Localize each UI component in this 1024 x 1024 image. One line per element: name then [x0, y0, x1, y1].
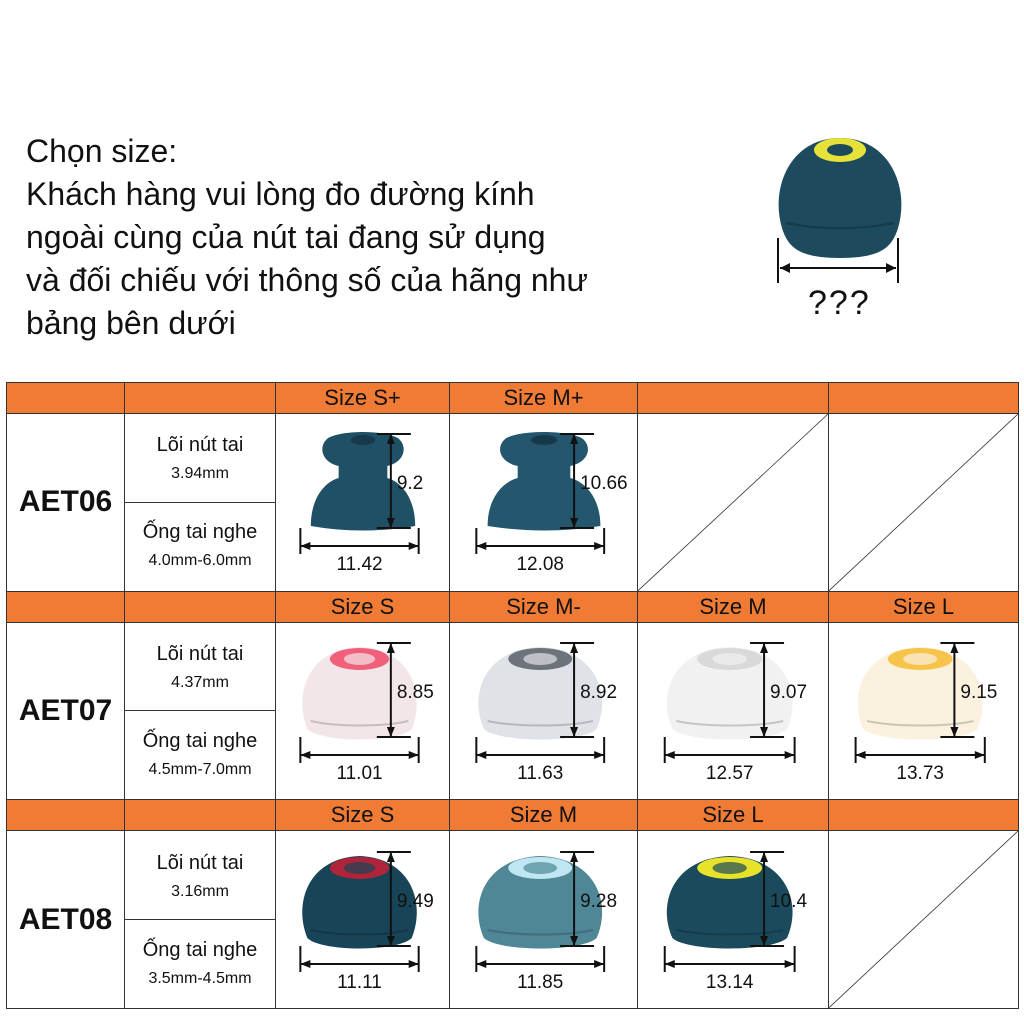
size-header: Size S — [276, 800, 450, 831]
core-label: Lõi nút tai — [156, 851, 244, 874]
size-header: Size M — [450, 800, 638, 831]
eartip-diagram — [276, 834, 450, 1006]
width-value: 13.14 — [705, 971, 754, 993]
size-header-row — [7, 383, 1019, 414]
size-header-row — [7, 800, 1019, 831]
eartip-cell — [638, 831, 829, 1009]
intro-line: ngoài cùng của nút tai đang sử dụng — [26, 219, 546, 255]
core-label: Lõi nút tai — [156, 642, 244, 665]
size-header: Size S — [276, 591, 450, 622]
eartip-diagram — [450, 834, 638, 1006]
eartip-diagram — [276, 625, 450, 797]
diagonal-line — [829, 414, 1018, 591]
size-header — [638, 383, 829, 414]
eartip-diagram — [638, 625, 829, 797]
canal-value: 4.5mm-7.0mm — [148, 760, 252, 778]
size-header — [829, 800, 1019, 831]
spec-cell — [125, 414, 276, 592]
header-blank — [7, 591, 125, 622]
hero-size-question: ??? — [808, 284, 871, 322]
diagonal-line — [829, 831, 1018, 1008]
height-value: 10.66 — [580, 473, 628, 495]
size-header: Size L — [829, 591, 1019, 622]
width-value: 12.08 — [516, 554, 565, 576]
model-row — [7, 622, 1019, 800]
model-name: AET06 — [7, 414, 125, 592]
header-blank — [125, 591, 276, 622]
model-name: AET07 — [7, 622, 125, 800]
intro-line: bảng bên dưới — [26, 305, 236, 341]
eartip-cell — [450, 414, 638, 592]
eartip-diagram — [276, 416, 450, 588]
width-value: 11.85 — [517, 971, 564, 993]
height-value: 9.15 — [960, 681, 998, 703]
eartip-cell — [276, 622, 450, 800]
diagonal-line — [638, 414, 828, 591]
height-value: 9.07 — [770, 681, 808, 703]
eartip-cell — [450, 831, 638, 1009]
width-value: 11.11 — [337, 971, 382, 993]
intro-line: và đối chiếu với thông số của hãng như — [26, 262, 588, 298]
height-value: 10.4 — [770, 890, 808, 912]
core-value: 3.16mm — [171, 882, 229, 900]
model-name: AET08 — [7, 831, 125, 1009]
spec-cell — [125, 831, 276, 1009]
eartip-diagram — [450, 416, 638, 588]
height-value: 8.92 — [580, 681, 618, 703]
size-table — [6, 382, 1019, 1009]
size-header: Size L — [638, 800, 829, 831]
size-header: Size S+ — [276, 383, 450, 414]
canal-value: 3.5mm-4.5mm — [148, 969, 252, 987]
header-blank — [7, 800, 125, 831]
size-header: Size M+ — [450, 383, 638, 414]
header-blank — [125, 800, 276, 831]
size-header — [829, 383, 1019, 414]
empty-cell — [829, 414, 1019, 592]
canal-label: Ống tai nghe — [142, 521, 258, 544]
header-blank — [125, 383, 276, 414]
canal-label: Ống tai nghe — [142, 938, 258, 961]
height-value: 9.49 — [396, 890, 434, 912]
size-header: Size M- — [450, 591, 638, 622]
eartip-cell — [276, 414, 450, 592]
width-value: 11.01 — [336, 762, 383, 784]
spec-cell — [125, 622, 276, 800]
size-header-row — [7, 591, 1019, 622]
empty-cell — [638, 414, 829, 592]
width-value: 11.42 — [336, 554, 383, 576]
intro-text — [26, 130, 726, 345]
intro-line: Khách hàng vui lòng đo đường kính — [26, 176, 535, 212]
core-value: 4.37mm — [171, 673, 229, 691]
eartip-cell — [638, 622, 829, 800]
height-value: 8.85 — [396, 681, 434, 703]
size-header: Size M — [638, 591, 829, 622]
eartip-diagram — [450, 625, 638, 797]
eartip-diagram — [638, 834, 829, 1006]
header-blank — [7, 383, 125, 414]
eartip-cell — [276, 831, 450, 1009]
eartip-cell — [450, 622, 638, 800]
model-row — [7, 414, 1019, 592]
width-value: 12.57 — [705, 762, 754, 784]
core-label: Lõi nút tai — [156, 434, 244, 457]
empty-cell — [829, 831, 1019, 1009]
width-value: 11.63 — [517, 762, 564, 784]
model-row — [7, 831, 1019, 1009]
core-value: 3.94mm — [171, 465, 229, 483]
intro-line: Chọn size: — [26, 133, 178, 169]
height-value: 9.2 — [396, 473, 424, 495]
eartip-cell — [829, 622, 1019, 800]
eartip-diagram — [829, 625, 1019, 797]
canal-value: 4.0mm-6.0mm — [148, 552, 252, 570]
width-value: 13.73 — [896, 762, 944, 784]
height-value: 9.28 — [580, 890, 618, 912]
canal-label: Ống tai nghe — [142, 729, 258, 752]
